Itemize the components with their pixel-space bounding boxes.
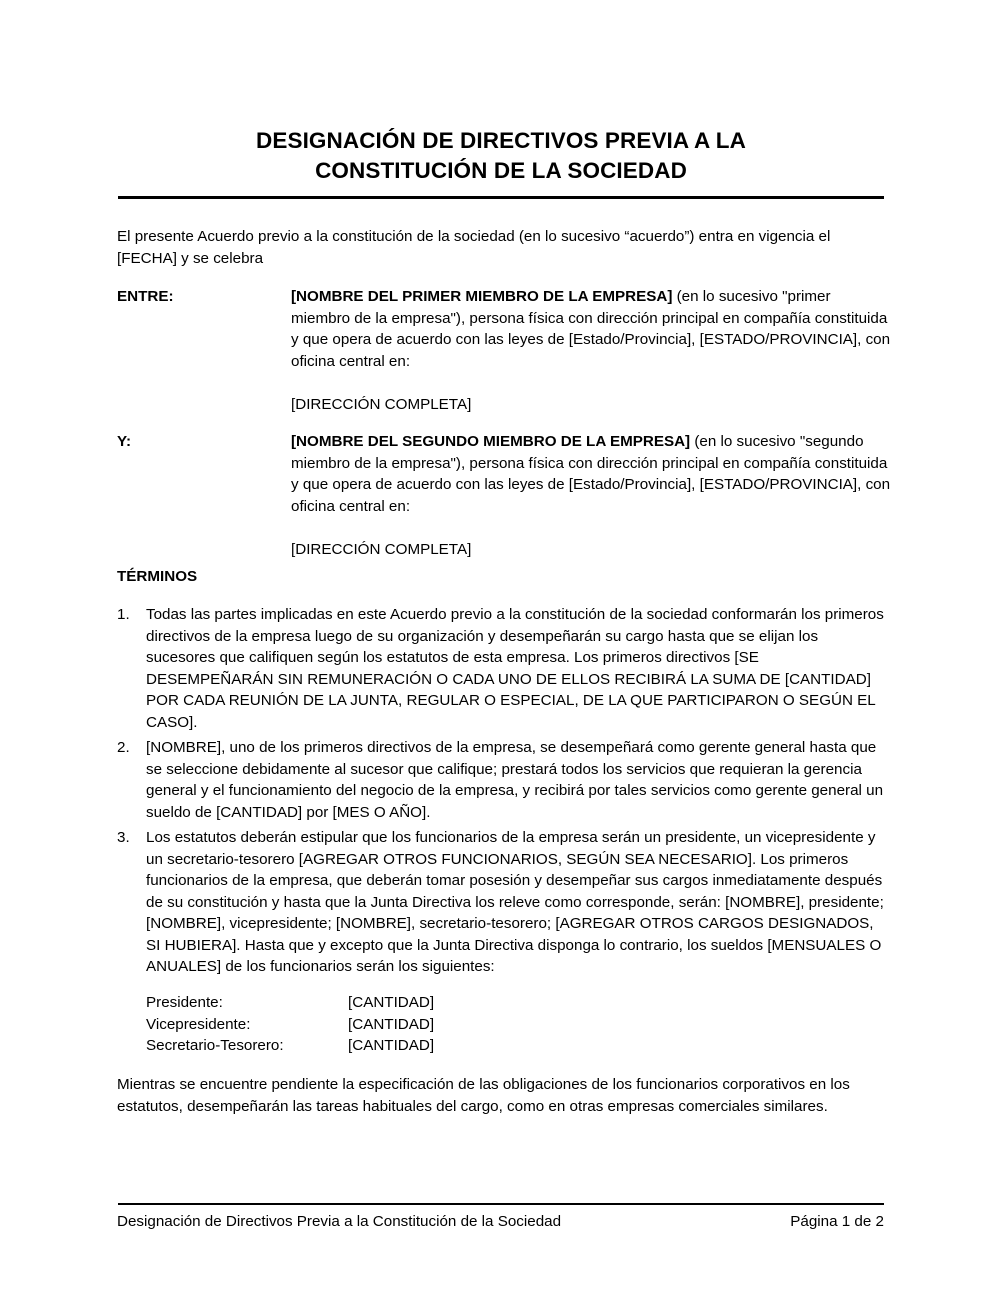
party-name-first: [NOMBRE DEL PRIMER MIEMBRO DE LA EMPRESA] <box>291 288 673 305</box>
party-row-second <box>117 431 892 560</box>
party-body-second <box>291 431 892 560</box>
officer-salary-list <box>146 992 434 1057</box>
title-divider <box>118 196 884 199</box>
page-footer <box>117 1211 884 1233</box>
party-detail-second: (en lo sucesivo "segundo miembro de la empresa"), persona física con dirección principal en compañía constituida y que opera de acuerdo con las leyes de [Estado/Provincia], [ESTADO/PROVINCIA], con oficina central en: <box>291 433 891 515</box>
page-title-line-1: DESIGNACIÓN DE DIRECTIVOS PREVIA A LA <box>256 128 746 153</box>
party-detail-first: (en lo sucesivo "primer miembro de la empresa"), persona física con dirección principal en compañía constituida y que opera de acuerdo con las leyes de [Estado/Provincia], [ESTADO/PROVINCIA], con oficina central en: <box>291 288 891 370</box>
salary-role-president: Presidente: <box>146 994 223 1011</box>
salary-row-vicepresident <box>146 1014 434 1036</box>
salary-row-secretary-treasurer <box>146 1035 434 1057</box>
clause-number-1: 1. <box>117 606 130 623</box>
party-address-first: [DIRECCIÓN COMPLETA] <box>291 395 472 413</box>
clause-number-3: 3. <box>117 829 130 846</box>
clause-text-1: Todas las partes implicadas en este Acuerdo previo a la constitución de la sociedad conformarán los primeros directivos de la empresa luego de su organización y desempeñarán su cargo hasta que se elijan los sucesores que califiquen según los estatutos de esta empresa. Los primeros directivos [SE DESEMPEÑARÁN SIN REMUNERACIÓN O CADA UNO DE ELLOS RECIBIRÁ LA SUMA DE [CANTIDAD] POR CADA REUNIÓN DE LA JUNTA, REGULAR O ESPECIAL, DE LA QUE PARTICIPARON O SEGÚN EL CASO]. <box>146 606 884 731</box>
footer-page-number: Página 1 de 2 <box>790 1213 884 1230</box>
party-description-second <box>291 431 892 517</box>
footer-divider <box>118 1203 884 1205</box>
footer-title: Designación de Directivos Previa a la Constitución de la Sociedad <box>117 1213 562 1230</box>
clause-text-3: Los estatutos deberán estipular que los funcionarios de la empresa serán un presidente, un vicepresidente y un secretario-tesorero [AGREGAR OTROS FUNCIONARIOS, SEGÚN SEA NECESARIO]. Los primeros funcionarios de la empresa, que deberán tomar posesión y desempeñar sus cargos inmediatamente después de su constitución y hasta que la Junta Directiva los releve como corresponde, serán: [NOMBRE], presidente; [NOMBRE], vicepresidente; [NOMBRE], secretario-tesorero; [AGREGAR OTROS CARGOS DESIGNADOS, SI HUBIERA]. Hasta que y excepto que la Junta Directiva disponga lo contrario, los sueldos [MENSUALES O ANUALES] de los funcionarios serán los siguientes: <box>146 829 884 975</box>
clause-text-2: [NOMBRE], uno de los primeros directivos de la empresa, se desempeñará como gerente general hasta que se seleccione debidamente al sucesor que califique; prestará todos los servicios que requieran la gerencia general y el funcionamiento del negocio de la empresa, y recibirá por tales servicios como gerente general un sueldo de [CANTIDAD] por [MES O AÑO]. <box>146 739 884 821</box>
clause-number-2: 2. <box>117 739 130 756</box>
party-body-first <box>291 286 892 415</box>
page-title-line-2: CONSTITUCIÓN DE LA SOCIEDAD <box>315 158 687 183</box>
salary-role-vicepresident: Vicepresidente: <box>146 1015 251 1033</box>
clause-item-3 <box>117 827 889 978</box>
terms-heading: TÉRMINOS <box>117 568 198 585</box>
salary-amount-vicepresident: [CANTIDAD] <box>348 1015 435 1033</box>
party-name-second: [NOMBRE DEL SEGUNDO MIEMBRO DE LA EMPRESA] <box>291 433 691 450</box>
closing-paragraph: Mientras se encuentre pendiente la especificación de las obligaciones de los funcionarios corporativos en los estatutos, desempeñarán las tareas habituales del cargo, como en otras empresas comerciales similares. <box>117 1076 850 1115</box>
salary-row-president <box>146 992 434 1014</box>
clause-item-1 <box>117 604 889 733</box>
party-description-first <box>291 286 892 372</box>
salary-role-secretary-treasurer: Secretario-Tesorero: <box>146 1037 284 1054</box>
salary-amount-secretary-treasurer: [CANTIDAD] <box>348 1037 435 1054</box>
intro-paragraph: El presente Acuerdo previo a la constitución de la sociedad (en lo sucesivo “acuerdo”) entra en vigencia el [FECHA] y se celebra <box>117 228 831 267</box>
party-label-entre: ENTRE: <box>117 288 174 305</box>
party-address-second: [DIRECCIÓN COMPLETA] <box>291 540 472 558</box>
party-label-y: Y: <box>117 433 132 450</box>
salary-amount-president: [CANTIDAD] <box>348 994 435 1011</box>
party-block-second <box>117 431 892 560</box>
page-title <box>118 126 884 186</box>
party-row-first <box>117 286 892 415</box>
party-block-first <box>117 286 892 415</box>
clause-item-2 <box>117 737 889 823</box>
